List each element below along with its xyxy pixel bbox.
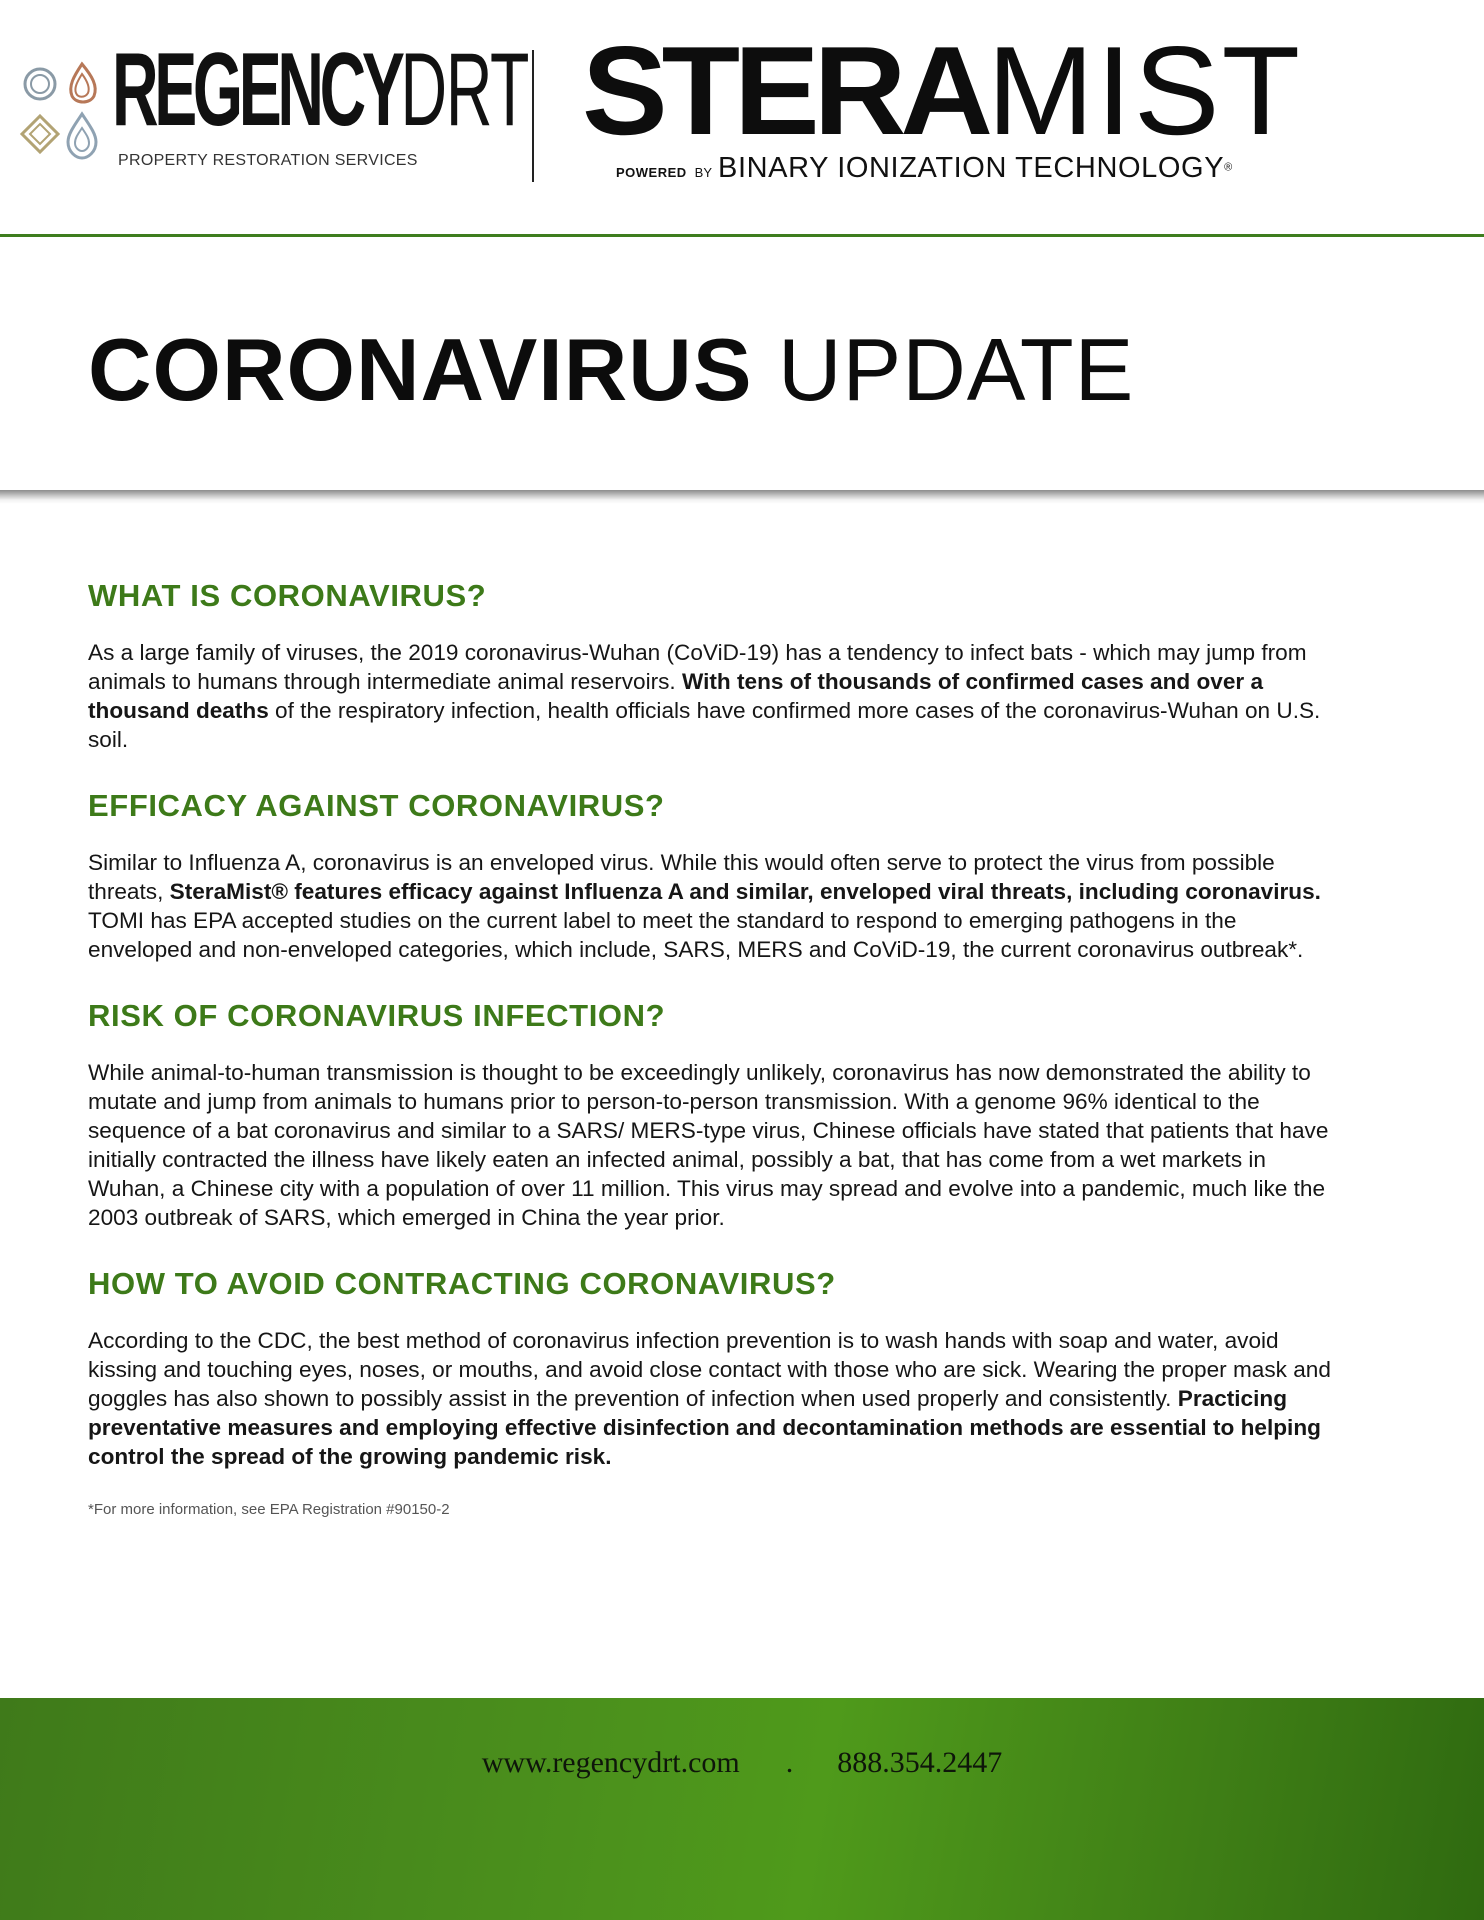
footer-separator: .	[785, 1746, 794, 1779]
section-paragraph: As a large family of viruses, the 2019 coronavirus-Wuhan (CoViD-19) has a tendency to infect bats - which may jump from animals to humans through intermediate animal reservoirs. With tens of thousands of confirmed cases and over a thousand deaths of the respiratory infection, health officials have confirmed more cases of the coronavirus-Wuhan on U.S. soil.	[88, 640, 1321, 752]
section-heading: RISK OF CORONAVIRUS INFECTION?	[88, 998, 666, 1033]
steramist-tagline: POWERED BY BINARY IONIZATION TECHNOLOGY®	[616, 152, 1233, 184]
footer-contact	[0, 1746, 1484, 1780]
regency-subtitle: PROPERTY RESTORATION SERVICES	[118, 152, 418, 169]
section-risk-of-infection	[88, 996, 1338, 1232]
section-heading: HOW TO AVOID CONTRACTING CORONAVIRUS?	[88, 1266, 836, 1301]
page-header	[0, 0, 1484, 236]
footnote: *For more information, see EPA Registration #90150-2	[88, 1501, 450, 1518]
article-body	[88, 576, 1338, 1518]
steramist-wordmark: STERAMIST	[582, 20, 1303, 161]
regency-logo-mark-icon	[18, 58, 118, 168]
website-link[interactable]: www.regencydrt.com	[481, 1746, 740, 1779]
section-paragraph: According to the CDC, the best method of coronavirus infection prevention is to wash hands with soap and water, avoid kissing and touching eyes, noses, or mouths, and avoid close contact with those who are sick. Wearing the proper mask and goggles has also shown to possibly assist in the prevention of infection when used properly and consistently. Practicing preventative measures and employing effective disinfection and decontamination methods are essential to helping control the spread of the growing pandemic risk.	[88, 1328, 1331, 1469]
footer-band	[0, 1698, 1484, 1920]
section-what-is-coronavirus	[88, 576, 1338, 754]
page-title: CORONAVIRUS UPDATE	[88, 320, 1135, 419]
phone-number[interactable]: 888.354.2447	[837, 1746, 1003, 1779]
section-efficacy	[88, 786, 1338, 964]
header-divider	[532, 50, 534, 182]
section-paragraph: Similar to Influenza A, coronavirus is an enveloped virus. While this would often serve to protect the virus from possible threats, SteraMist® features efficacy against Influenza A and similar, enveloped viral threats, including coronavirus. TOMI has EPA accepted studies on the current label to meet the standard to respond to emerging pathogens in the enveloped and non-enveloped categories, which include, SARS, MERS and CoViD-19, the current coronavirus outbreak*.	[88, 850, 1321, 962]
section-paragraph: While animal-to-human transmission is thought to be exceedingly unlikely, coronavirus has now demonstrated the ability to mutate and jump from animals to humans prior to person-to-person transmission. With a genome 96% identical to the sequence of a bat coronavirus and similar to a SARS/ MERS-type virus, Chinese officials have stated that patients that have initially contracted the illness have likely eaten an infected animal, possibly a bat, that has come from a wet markets in Wuhan, a Chinese city with a population of over 11 million. This virus may spread and evolve into a pandemic, much like the 2003 outbreak of SARS, which emerged in China the year prior.	[88, 1060, 1329, 1230]
section-how-to-avoid	[88, 1264, 1338, 1471]
section-heading: EFFICACY AGAINST CORONAVIRUS?	[88, 788, 665, 823]
regency-wordmark: REGENCYDRT	[112, 32, 529, 148]
section-heading: WHAT IS CORONAVIRUS?	[88, 578, 487, 613]
title-band-shadow	[0, 490, 1484, 504]
